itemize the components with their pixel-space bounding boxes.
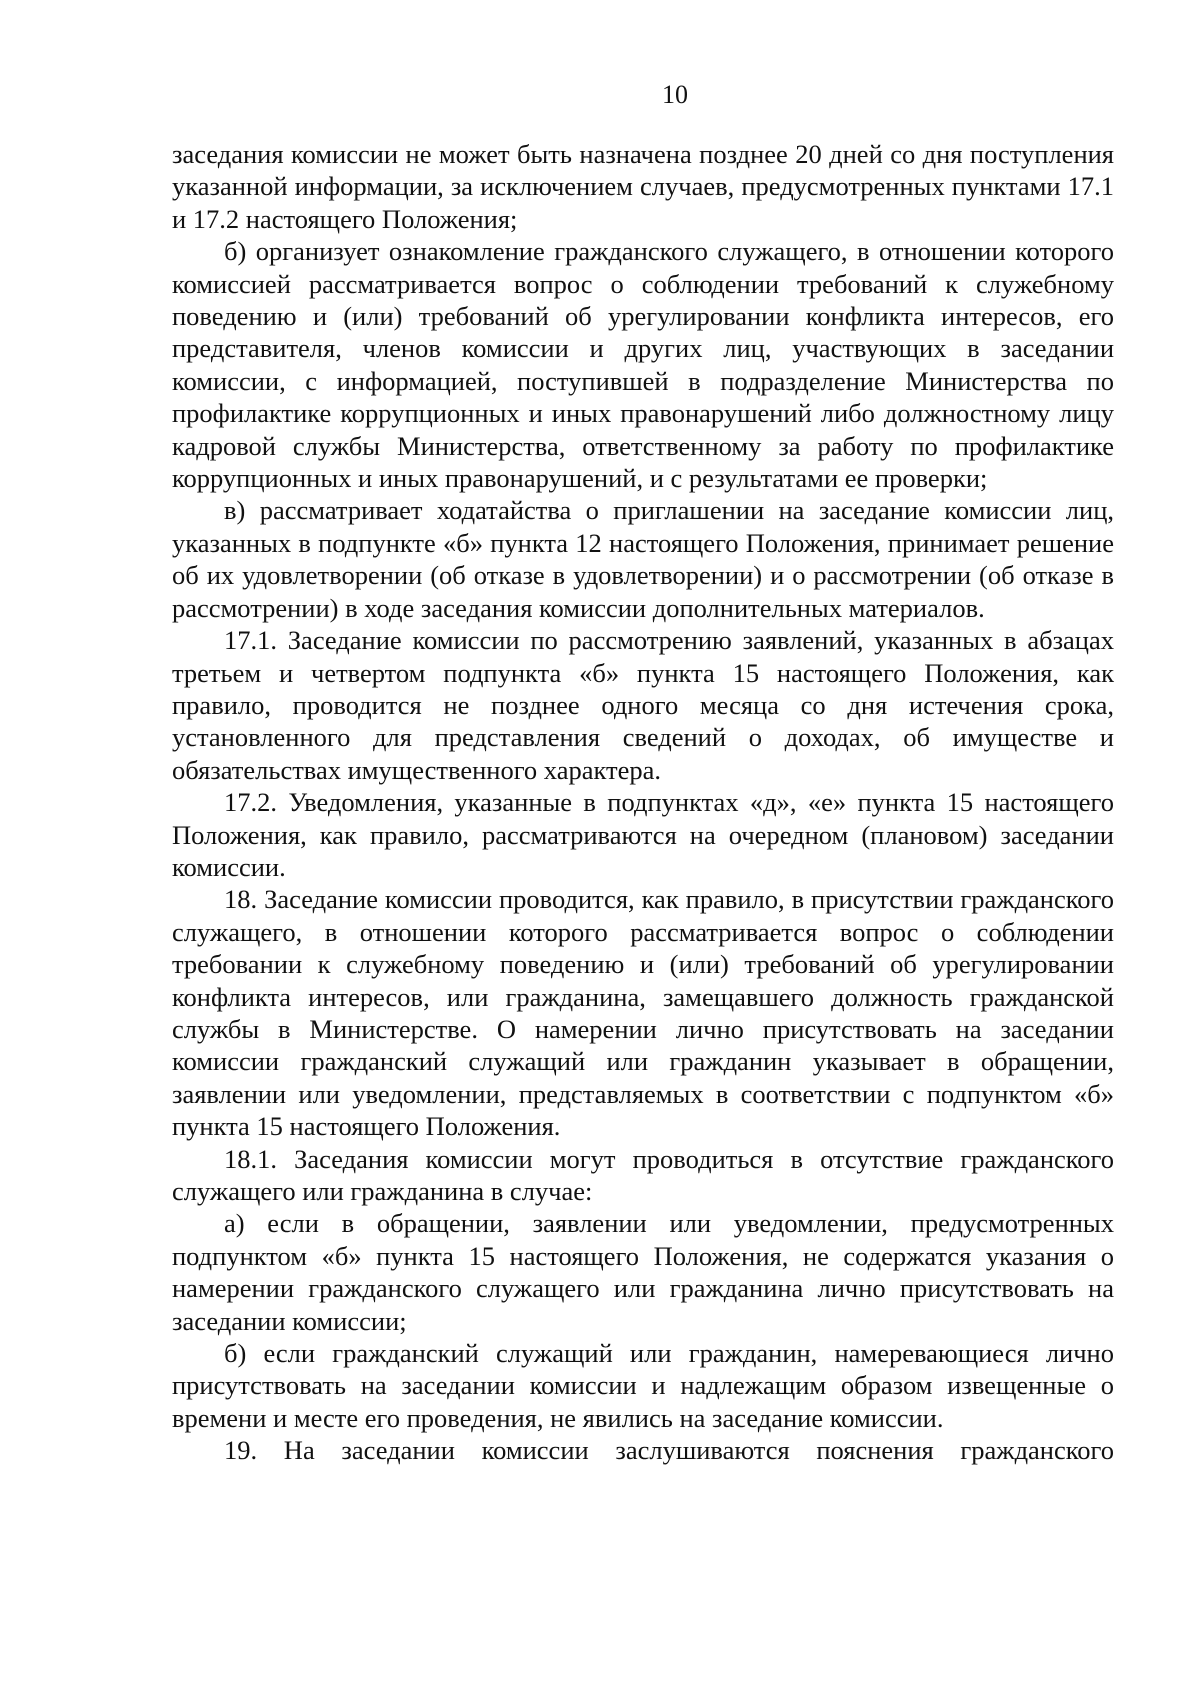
- paragraph-b-organizes: б) организует ознакомление гражданского служащего, в отношении которого комиссией рассматривается вопрос о соблюдении требований к служебному поведению и (или) требований об урегулировании конфликта интересов, его представителя, членов комиссии и других лиц, участвующих в заседании комиссии, с информацией, поступившей в подразделение Министерства по профилактике коррупционных и иных правонарушений либо должностному лицу кадровой службы Министерства, ответственному за работу по профилактике коррупционных и иных правонарушений, и с результатами ее проверки;: [172, 236, 1114, 494]
- paragraph-17-2: 17.2. Уведомления, указанные в подпунктах «д», «е» пункта 15 настоящего Положения, как правило, рассматриваются на очередном (плановом) заседании комиссии.: [172, 787, 1114, 882]
- paragraph-18-1: 18.1. Заседания комиссии могут проводиться в отсутствие гражданского служащего или гражданина в случае:: [172, 1143, 1114, 1206]
- paragraph-18-1-b: б) если гражданский служащий или гражданин, намеревающиеся лично присутствовать на заседании комиссии и надлежащим образом извещенные о времени и месте его проведения, не явились на заседание комиссии.: [172, 1338, 1114, 1433]
- document-body: [172, 138, 1114, 1467]
- paragraph-19: 19. На заседании комиссии заслушиваются пояснения гражданского: [224, 1435, 1114, 1466]
- page-number: 10: [662, 80, 688, 109]
- paragraph-continuation: заседания комиссии не может быть назначена позднее 20 дней со дня поступления указанной информации, за исключением случаев, предусмотренных пунктами 17.1 и 17.2 настоящего Положения;: [172, 139, 1114, 234]
- paragraph-v-considers: в) рассматривает ходатайства о приглашении на заседание комиссии лиц, указанных в подпункте «б» пункта 12 настоящего Положения, принимает решение об их удовлетворении (об отказе в удовлетворении) и о рассмотрении (об отказе в рассмотрении) в ходе заседания комиссии дополнительных материалов.: [172, 495, 1114, 623]
- paragraph-18-1-a: а) если в обращении, заявлении или уведомлении, предусмотренных подпунктом «б» пункта 15 настоящего Положения, не содержатся указания о намерении гражданского служащего или гражданина лично присутствовать на заседании комиссии;: [172, 1208, 1114, 1336]
- paragraph-18: 18. Заседание комиссии проводится, как правило, в присутствии гражданского служащего, в отношении которого рассматривается вопрос о соблюдении требовании к служебному поведению и (или) требований об урегулировании конфликта интересов, или гражданина, замещавшего должность гражданской службы в Министерстве. О намерении лично присутствовать на заседании комиссии гражданский служащий или гражданин указывает в обращении, заявлении или уведомлении, представляемых в соответствии с подпунктом «б» пункта 15 настоящего Положения.: [172, 884, 1114, 1142]
- paragraph-17-1: 17.1. Заседание комиссии по рассмотрению заявлений, указанных в абзацах третьем и четвертом подпункта «б» пункта 15 настоящего Положения, как правило, проводится не позднее одного месяца со дня истечения срока, установленного для представления сведений о доходах, об имуществе и обязательствах имущественного характера.: [172, 625, 1114, 785]
